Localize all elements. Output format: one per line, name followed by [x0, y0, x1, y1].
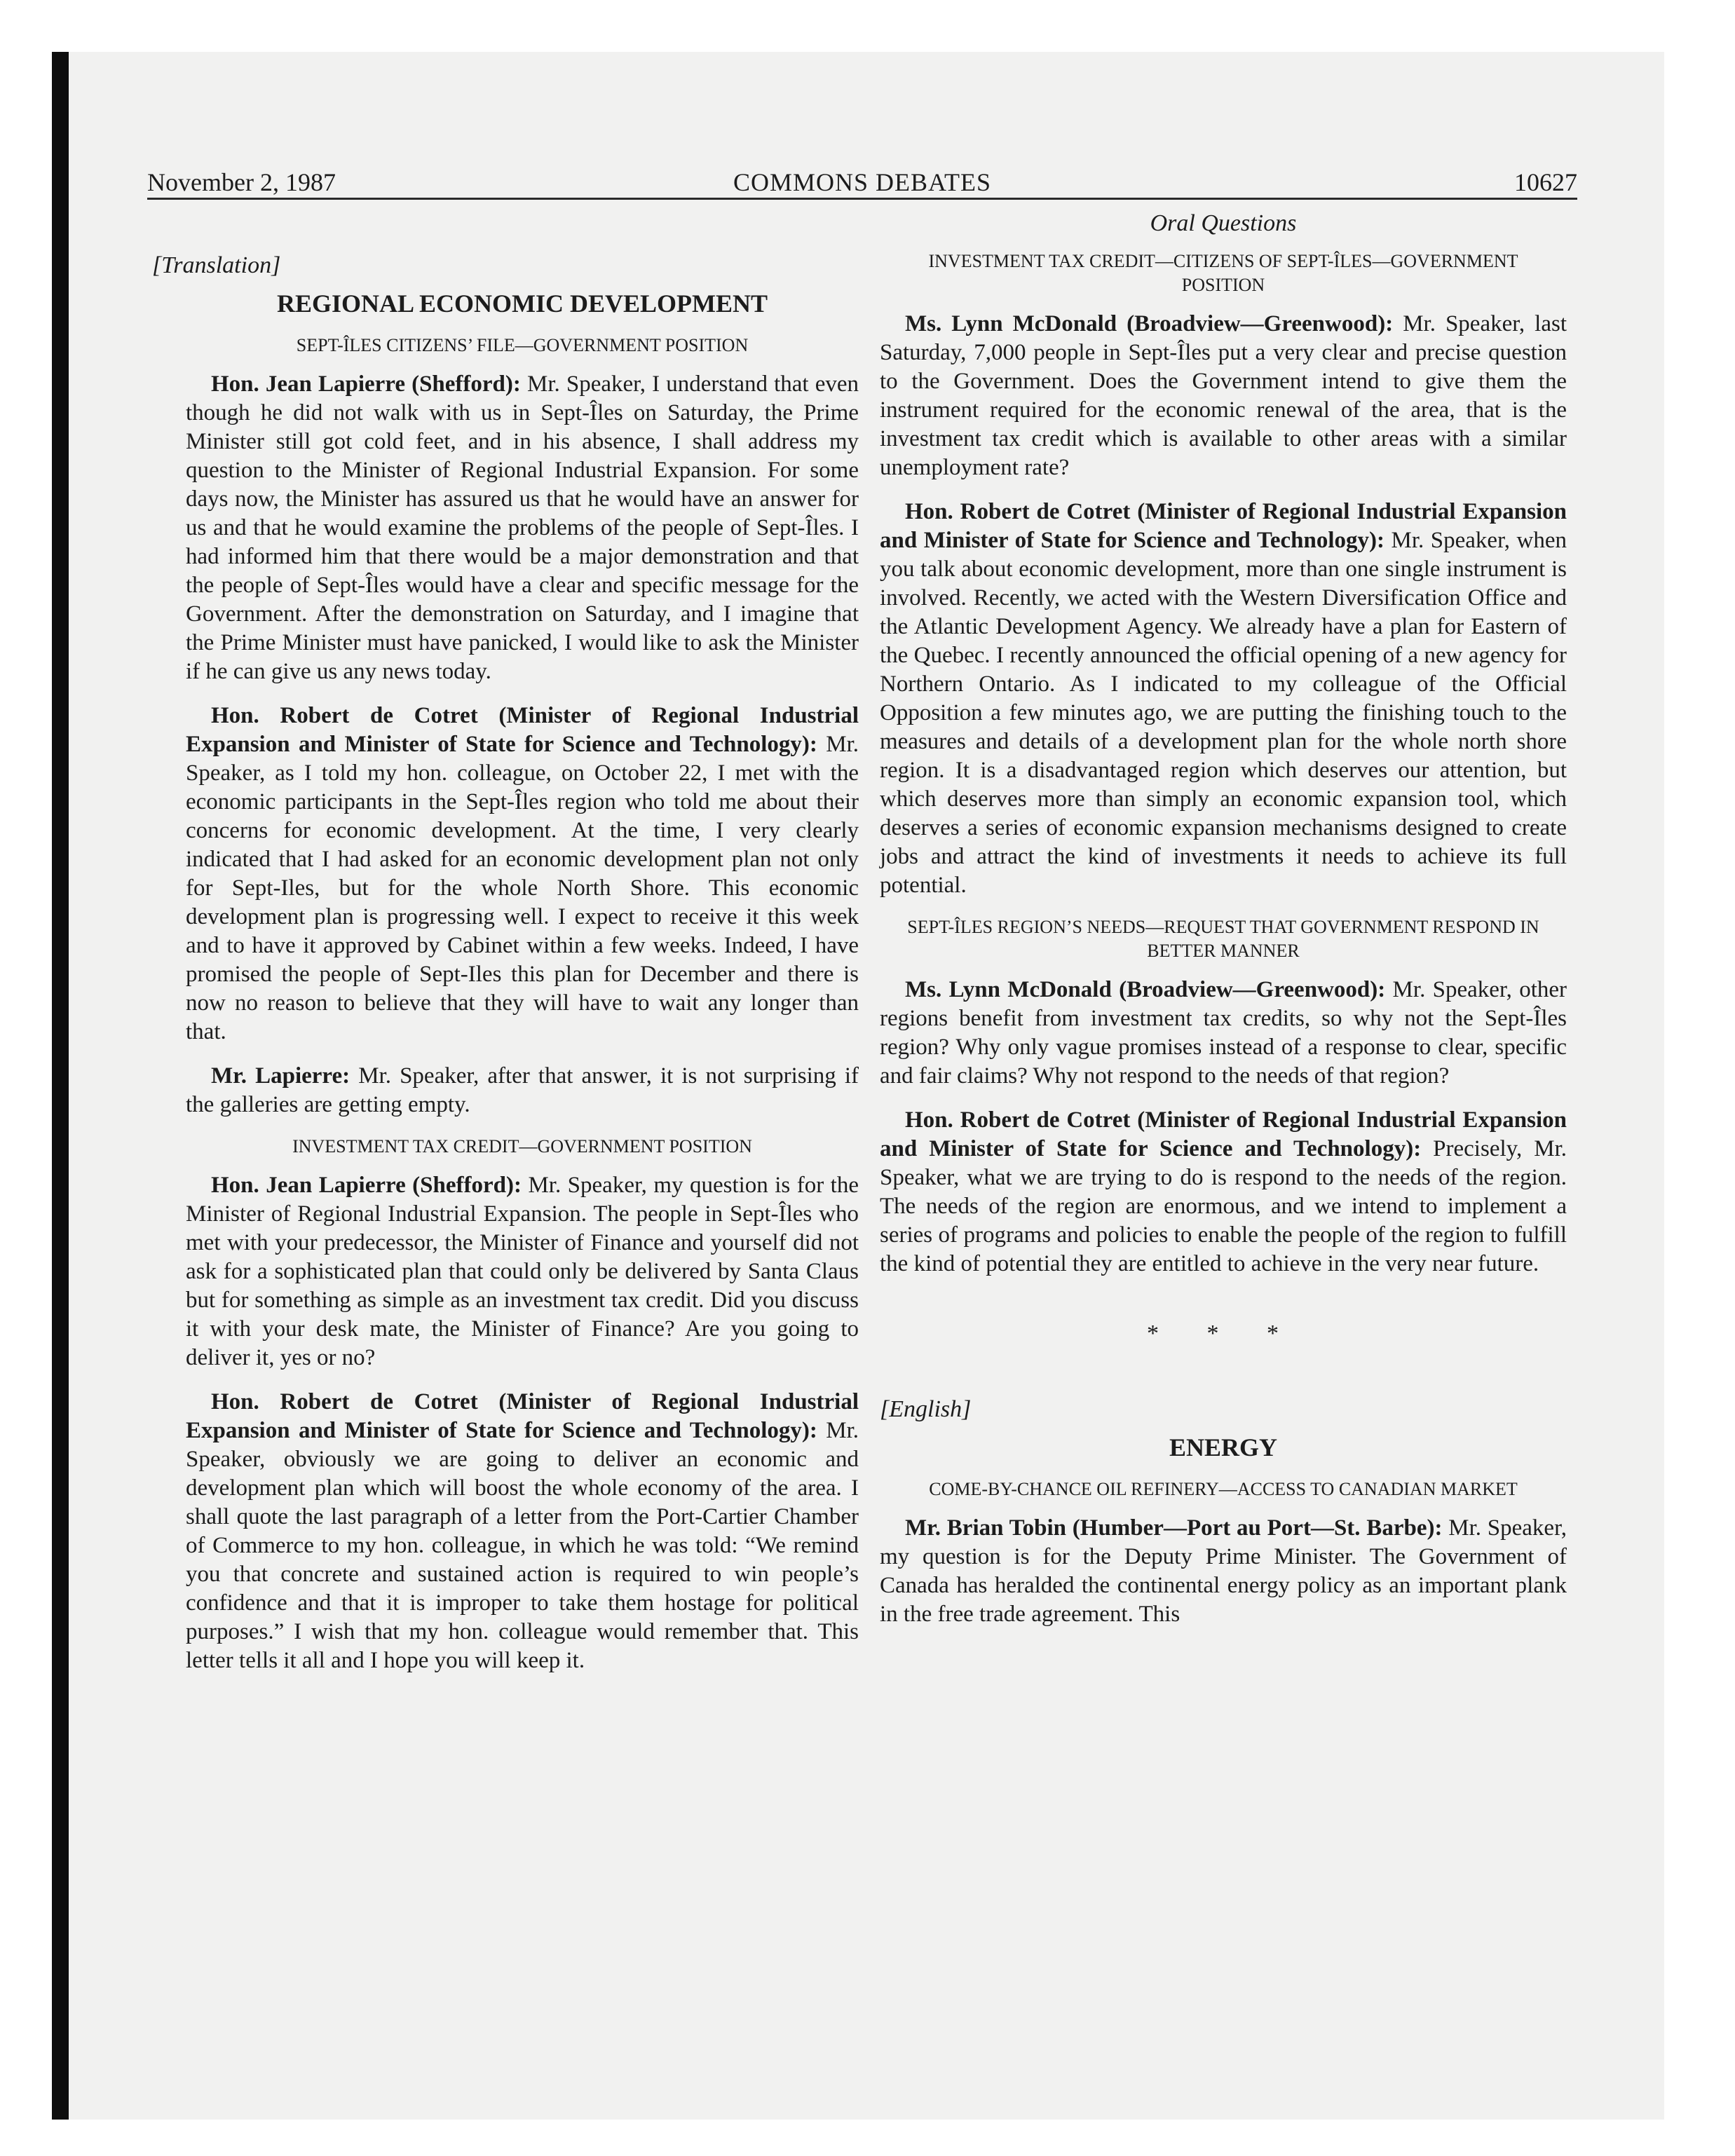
speaker-name: Hon. Robert de Cotret (Minister of Regional Industrial Expansion and Minister of State for Science and Technology):: [186, 703, 859, 757]
speech-paragraph: [186, 702, 859, 1046]
subheading-citizens-file: SEPT-ÎLES CITIZENS’ FILE—GOVERNMENT POSITION: [296, 335, 749, 355]
subheading-citizens-tax-credit: INVESTMENT TAX CREDIT—CITIZENS OF SEPT-ÎLES—GOVERNMENT POSITION: [928, 251, 1518, 295]
running-header: [147, 156, 1577, 200]
speech-text: Precisely, Mr. Speaker, what we are trying to do is respond to the needs of the region. The needs of the region are enormous, and we intend to implement a series of programs and policies to enable the people of the region to fulfill the kind of potential they are entitled to achieve in the very near future.: [880, 1136, 1567, 1276]
speech-text: Mr. Speaker, when you talk about economic development, more than one single instrument is involved. Recently, we acted with the Western Diversification Office and the Atlantic Development Agency. We already have a plan for Eastern of the Quebec. I recently announced the official opening of a new agency for Northern Ontario. As I indicated to my colleague of the Official Opposition a few minutes ago, we are putting the finishing touch to the measures and details of a development plan for the whole north shore region. It is a disadvantaged region which deserves our attention, but which deserves more than simply an economic expansion tool, which deserves a series of economic expansion mechanisms designed to create jobs and attract the kind of investments it needs to achieve its full potential.: [880, 528, 1567, 898]
speech-text: Mr. Speaker, obviously we are going to deliver an economic and development plan which will boost the whole economy of the area. I shall quote the last paragraph of a letter from the Port-Cartier Chamber of Commerce to my hon. colleague, in which he was told: “We remind you that concrete and sustained action is required to win people’s confidence and that it is improper to take them hostage for political purposes.” I wish that my hon. colleague would remember that. This letter tells it all and I hope you will keep it.: [186, 1418, 859, 1673]
speaker-name: Hon. Jean Lapierre (Shefford):: [211, 371, 521, 397]
section-heading-energy: ENERGY: [1169, 1433, 1278, 1461]
section-heading-regional: REGIONAL ECONOMIC DEVELOPMENT: [276, 289, 768, 318]
speech-paragraph: [880, 498, 1567, 900]
speech-paragraph: [186, 370, 859, 686]
subheading-tax-credit: INVESTMENT TAX CREDIT—GOVERNMENT POSITION: [292, 1136, 752, 1157]
speech-paragraph: [186, 1388, 859, 1675]
speech-paragraph: [880, 1106, 1567, 1278]
speech-paragraph: [880, 310, 1567, 482]
speech-paragraph: [186, 1062, 859, 1119]
speech-text: Mr. Speaker, my question is for the Minister of Regional Industrial Expansion. The people in Sept-Îles who met with your predecessor, the Minister of Finance and yourself did not ask for a sophisticated plan that could only be delivered by Santa Claus but for something as simple as an investment tax credit. Did you discuss it with your desk mate, the Minister of Finance? Are you going to deliver it, yes or no?: [186, 1173, 859, 1370]
translation-tag: [Translation]: [152, 252, 281, 278]
speech-text: Mr. Speaker, my question is for the Deputy Prime Minister. The Government of Canada has heralded the continental energy policy as an important plank in the free trade agreement. This: [880, 1515, 1567, 1627]
header-title: COMMONS DEBATES: [733, 168, 992, 196]
speaker-name: Hon. Robert de Cotret (Minister of Regional Industrial Expansion and Minister of State for Science and Technology):: [186, 1389, 859, 1443]
speech-paragraph: [880, 1514, 1567, 1629]
speech-text: Mr. Speaker, I understand that even though he did not walk with us in Sept-Îles on Saturday, the Prime Minister still got cold feet, and in his absence, I shall address my question to the Minister of Regional Industrial Expansion. For some days now, the Minister has assured us that he would have an answer for us and that he would examine the problems of the people of Sept-Îles. I had informed him that there would be a major demonstration and that the people of Sept-Îles would have a clear and specific message for the Government. After the demonstration on Saturday, and I imagine that the Prime Minister must have panicked, I would like to ask the Minister if he can give us any news today.: [186, 371, 859, 684]
page-number: 10627: [1514, 168, 1577, 196]
subheading-refinery: COME-BY-CHANCE OIL REFINERY—ACCESS TO CANADIAN MARKET: [929, 1479, 1518, 1499]
speaker-name: Hon. Robert de Cotret (Minister of Regional Industrial Expansion and Minister of State for Science and Technology):: [880, 499, 1567, 553]
speaker-name: Hon. Robert de Cotret (Minister of Regional Industrial Expansion and Minister of State for Science and Technology):: [880, 1107, 1567, 1161]
left-column: [152, 252, 859, 1691]
speech-text: Mr. Speaker, last Saturday, 7,000 people in Sept-Îles put a very clear and precise question to the Government. Does the Government intend to give them the instrument required for the economic renewal of the area, that is the investment tax credit which is available to other areas with a similar unemployment rate?: [880, 311, 1567, 480]
section-separator: * * *: [1147, 1321, 1300, 1346]
speaker-name: Hon. Jean Lapierre (Shefford):: [211, 1173, 522, 1198]
scan-edge-bar: [52, 52, 69, 2120]
speaker-name: Ms. Lynn McDonald (Broadview—Greenwood):: [905, 977, 1386, 1002]
oral-questions-label: Oral Questions: [1150, 210, 1297, 236]
right-column: [880, 210, 1567, 1644]
speech-text: Mr. Speaker, other regions benefit from investment tax credits, so why not the Sept-Îles region? Why only vague promises instead of a response to clear, specific and fair claims? Why not respond to the needs of that region?: [880, 977, 1567, 1089]
speech-paragraph: [880, 976, 1567, 1091]
subheading-region-needs: SEPT-ÎLES REGION’S NEEDS—REQUEST THAT GOVERNMENT RESPOND IN BETTER MANNER: [907, 917, 1539, 961]
header-date: November 2, 1987: [147, 168, 336, 196]
speech-paragraph: [186, 1171, 859, 1372]
translation-tag-text: Translation: [161, 252, 272, 278]
english-tag: [English]: [880, 1396, 972, 1422]
speech-text: Mr. Speaker, as I told my hon. colleague, on October 22, I met with the economic participants in the Sept-Îles region who told me about their concerns for economic development. At the time, I very clearly indicated that I had asked for an economic development plan not only for Sept-Iles, but for the whole North Shore. This economic development plan is progressing well. I expect to receive it this week and to have it approved by Cabinet within a few weeks. Indeed, I have promised the people of Sept-Iles this plan for December and there is now no reason to believe that they will have to wait any longer than that.: [186, 732, 859, 1044]
speaker-name: Mr. Brian Tobin (Humber—Port au Port—St. Barbe):: [905, 1515, 1443, 1541]
english-tag-text: English: [889, 1396, 962, 1422]
speech-text: Mr. Speaker, after that answer, it is not surprising if the galleries are getting empty.: [186, 1063, 859, 1117]
speaker-name: Mr. Lapierre:: [211, 1063, 351, 1089]
speaker-name: Ms. Lynn McDonald (Broadview—Greenwood):: [905, 311, 1394, 336]
